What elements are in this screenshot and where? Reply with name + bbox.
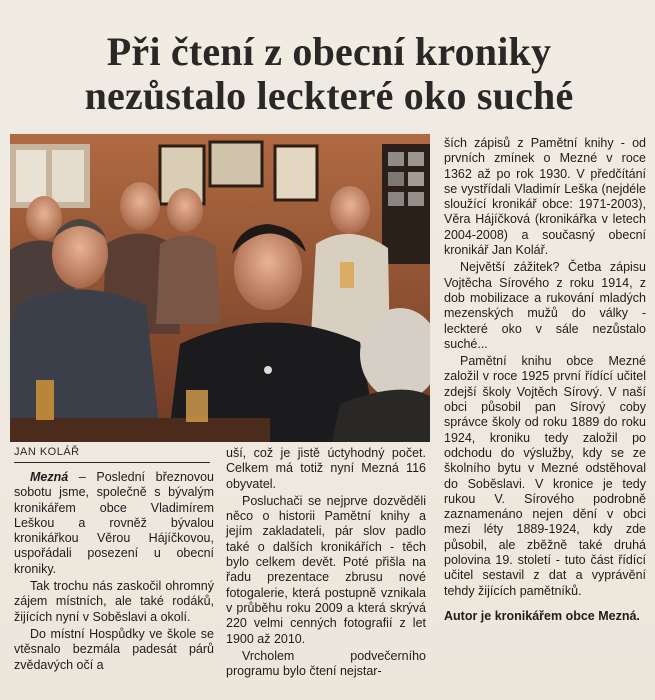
- article-headline: [14, 30, 644, 118]
- article-column-3: [444, 136, 646, 626]
- paragraph: [14, 470, 214, 577]
- paragraph: Posluchači se nejprve dozvěděli něco o historii Pamětní knihy a jejím zakladateli, pár slov padlo také o dalších kronikářích - těch bylo celkem devět. Poté přišla na řadu prezentace zbrusu nové fotogalerie, která postupně vznikala v průběhu roku 2009 a která skrývá 220 velmi cenných fotografií z let 1900 až 2010.: [226, 493, 426, 646]
- paragraph: Do místní Hospůdky ve škole se vtěsnalo bezmála padesát párů zvědavých očí a: [14, 626, 214, 672]
- headline-line-1: Při čtení z obecní kroniky: [106, 29, 552, 74]
- author-note: Autor je kronikářem obce Mezná.: [444, 608, 640, 623]
- paragraph: Tak trochu nás zaskočil ohromný zájem místních, ale také rodáků, žijících nyní v Soběslavi a okolí.: [14, 579, 214, 624]
- paragraph: ších zápisů z Pamětní knihy - od prvních zmínek o Mezné v roce 1362 až po rok 1930. V předčítání se vystřídali Vladimír Leška (nejdéle sloužící kronikář obce: 1971-2003), Věra Hájíčková (kronikářka v letech 2004-2008) a současný obecní kronikář Jan Kolář.: [444, 136, 646, 258]
- article-column-2: [226, 446, 426, 681]
- headline-line-2: nezůstalo leckteré oko suché: [84, 73, 574, 118]
- article-column-1: [14, 470, 214, 675]
- photo-credit: JAN KOLÁŘ: [14, 446, 80, 458]
- paragraph: Největší zážitek? Četba zápisu Vojtěcha Sírového z roku 1914, z dob mobilizace a rukování mladých mezenských mužů do války - leckteré oko v sále nezůstalo suché...: [444, 260, 646, 351]
- paragraph: Pamětní knihu obce Mezné založil v roce 1925 první řídící učitel zdejší školy Vojtěch Sírový. V naší obci působil pan Sírový coby správce školy od roku 1889 do roku 1924, kroniku tedy založil po odchodu do výslužby, kdy se ze školního bytu v Mezné odstěhoval do Soběslavi. V kronice je tedy rukou V. Sírového podrobně zaznamenáno nejen dění v obci mezi léty 1889-1924, kdy zde působil, ale zběžně také druhá polovina 19. století - tuto část řídící učitel sestavil z dat a vyprávění tehdy žijících pamětníků.: [444, 354, 646, 598]
- paragraph: Vrcholem podvečerního programu bylo čtení nejstar-: [226, 648, 426, 679]
- dateline: Mezná: [30, 470, 69, 484]
- paragraph-text: – Poslední březnovou sobotu jsme, společně s bývalým kronikářem obce Vladimírem Leškou a rovněž bývalou kronikářkou Věrou Hájíčkovou, uspořádali posezení u obecní kroniky.: [14, 470, 214, 576]
- article-photo: [10, 134, 430, 442]
- group-photo-icon: [10, 134, 430, 442]
- credit-divider: [14, 462, 210, 463]
- paragraph: uší, což je jistě úctyhodný počet. Celkem má totiž nyní Mezná 116 obyvatel.: [226, 446, 426, 491]
